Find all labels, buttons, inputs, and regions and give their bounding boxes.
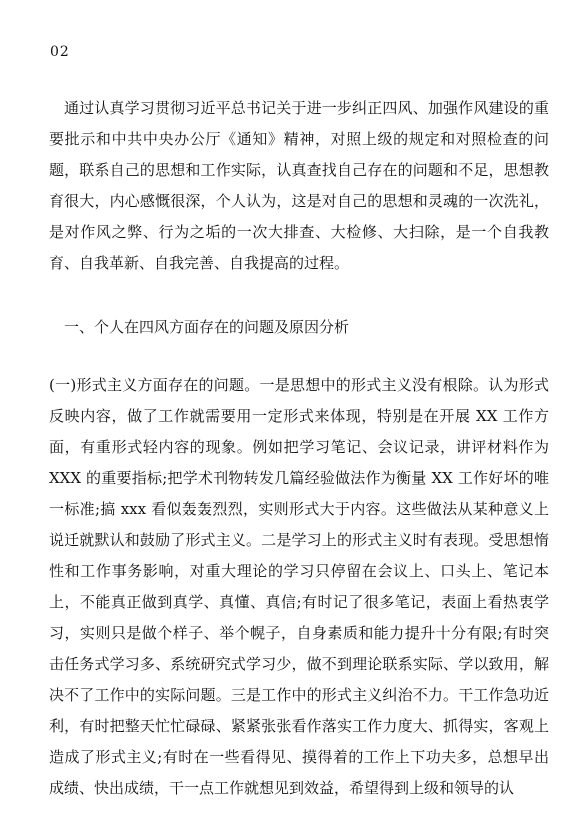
body-paragraph: (一)形式主义方面存在的问题。一是思想中的形式主义没有根除。认为形式反映内容，做了工作就需要用一定形式来体现，特别是在开展 XX 工作方面，有重形式轻内容的现象。例如把学习笔记、会议记录，讲评材料作为 XXX 的重要指标;把学术刊物转发几篇经验做法作为衡量 XX 工作好坏的唯一标准;搞 xxx 看似轰轰烈烈，实则形式大于内容。这些做法从某种意义上说迁就默认和鼓励了形式主义。二是学习上的形式主义时有表现。受思想惰性和工作事务影响，对重大理论的学习只停留在会议上、口头上、笔记本上，不能真正做到真学、真懂、真信;有时记了很多笔记，表面上看热衷学习，实则只是做个样子、举个幌子，自身素质和能力提升十分有限;有时突击任务式学习多、系统研究式学习少，做不到理论联系实际、学以致用，解决不了工作中的实际问题。三是工作中的形式主义纠治不力。干工作急功近利，有时把整天忙忙碌碌、紧紧张张看作落实工作力度大、抓得实，客观上造成了形式主义;有时在一些看得见、摸得着的工作上下功夫多，总想早出成绩、快出成绩，干一点工作就想见到效益，希望得到上级和领导的认 [49,376,549,797]
page-number: 02 [50,44,70,60]
intro-paragraph: 通过认真学习贯彻习近平总书记关于进一步纠正四风、加强作风建设的重要批示和中共中央办公厅《通知》精神，对照上级的规定和对照检查的问题，联系自己的思想和工作实际，认真查找自己存在的问题和不足，思想教育很大，内心感慨很深，个人认为，这是对自己的思想和灵魂的一次洗礼，是对作风之弊、行为之垢的一次大排查、大检修、大扫除，是一个自我教育、自我革新、自我完善、自我提高的过程。 [49,99,549,272]
section-heading: 一、个人在四风方面存在的问题及原因分析 [64,318,350,336]
